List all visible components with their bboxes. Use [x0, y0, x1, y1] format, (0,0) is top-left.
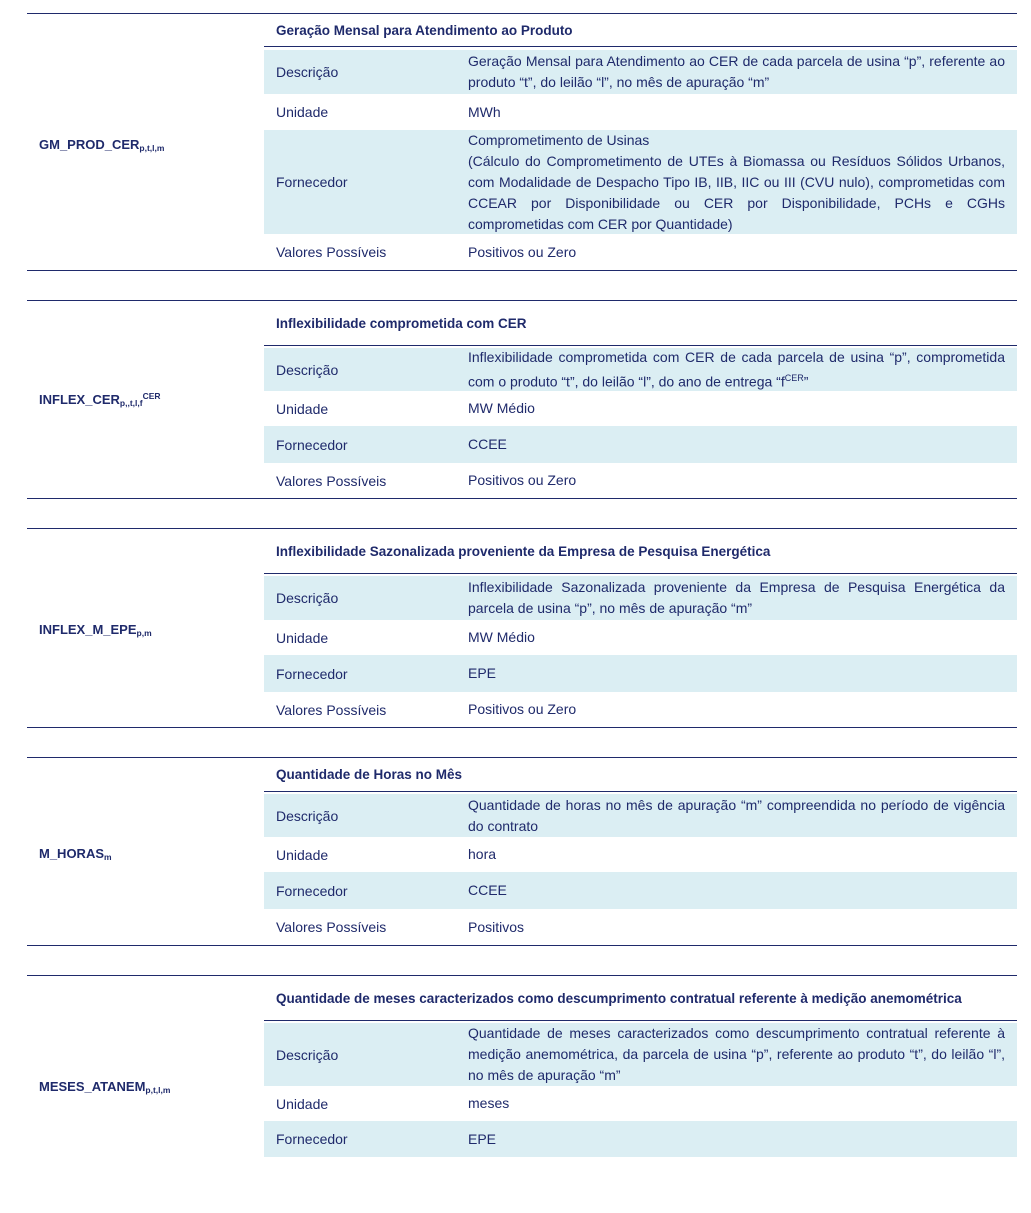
- row-label: Valores Possíveis: [276, 919, 387, 935]
- row-value: CCEE: [468, 882, 507, 898]
- row-valores-possiveis: [264, 909, 1017, 945]
- row-label: Unidade: [276, 846, 329, 863]
- row-label: Valores Possíveis: [276, 472, 387, 489]
- row-label: Valores Possíveis: [276, 244, 387, 260]
- row-value: Inflexibilidade Sazonalizada proveniente da Empresa de Pesquisa Energética da parcela de usina “p”, no mês de apuração “m”: [468, 579, 1005, 616]
- row-value: MWh: [468, 103, 501, 120]
- variable-heading: Geração Mensal para Atendimento ao Produto: [264, 14, 1017, 47]
- row-value: Positivos: [468, 918, 525, 935]
- row-value: Geração Mensal para Atendimento ao CER de cada parcela de usina “p”, referente ao produto “t”, do leilão “l”, no mês de apuração “m”: [468, 53, 1005, 90]
- variable-heading: Quantidade de meses caracterizados como descumprimento contratual referente à medição anemométrica: [264, 976, 1017, 1021]
- row-value: Inflexibilidade comprometida com CER de cada parcela de usina “p”, comprometida com o produto “t”, do leilão “l”, do ano de entrega “$f^{CER}$”: [468, 348, 1005, 390]
- row-descricao: [264, 348, 1017, 391]
- row-value: meses: [468, 1095, 510, 1111]
- row-value: Positivos ou Zero: [468, 472, 577, 488]
- row-value: EPE: [468, 665, 497, 681]
- row-label: Fornecedor: [276, 665, 348, 682]
- row-fornecedor: [264, 426, 1017, 463]
- row-value: MW Médio: [468, 629, 535, 645]
- row-descricao: [264, 576, 1017, 620]
- row-unidade: [264, 94, 1017, 130]
- row-descricao: [264, 50, 1017, 94]
- row-fornecedor: [264, 130, 1017, 234]
- row-unidade: [264, 620, 1017, 655]
- variable-heading: Inflexibilidade comprometida com CER: [264, 301, 1017, 346]
- row-label: Fornecedor: [276, 882, 348, 899]
- variable-name: $M\_HORAS_m$: [39, 846, 112, 862]
- row-descricao: [264, 794, 1017, 837]
- row-value: Positivos ou Zero: [468, 701, 577, 717]
- variable-block-meses-atanem: [27, 975, 1017, 1156]
- row-label: Fornecedor: [276, 174, 348, 190]
- row-fornecedor: [264, 1121, 1017, 1157]
- row-fornecedor: [264, 872, 1017, 909]
- row-valores-possiveis: [264, 234, 1017, 270]
- row-value: EPE: [468, 1130, 497, 1147]
- row-label: Valores Possíveis: [276, 701, 387, 718]
- row-descricao: [264, 1023, 1017, 1086]
- row-value: hora: [468, 846, 497, 862]
- row-label: Fornecedor: [276, 1131, 348, 1147]
- row-value: Comprometimento de Usinas (Cálculo do Comprometimento de UTEs à Biomassa ou Resíduos Sólidos Urbanos, com Modalidade de Despacho Tipo IB, IIB, IIC ou III (CVU nulo), comprometidas com CCEAR por Disponibilidade ou CER por Disponibilidade, PCHs e CGHs comprometidas com CER por Quantidade): [468, 131, 1005, 232]
- row-value: CCEE: [468, 436, 507, 452]
- row-label: Unidade: [276, 629, 329, 646]
- row-unidade: [264, 391, 1017, 426]
- row-value: Quantidade de meses caracterizados como descumprimento contratual referente à medição anemométrica, da parcela de usina “p”, referente ao produto “t”, do leilão “l”, no mês de apuração “m”: [468, 1025, 1005, 1083]
- row-label: Descrição: [276, 590, 339, 606]
- row-label: Descrição: [276, 1046, 339, 1063]
- variable-heading: Quantidade de Horas no Mês: [264, 758, 1017, 792]
- variable-name: $MESES\_ATANEM_{p,t,l,m}$: [39, 1079, 171, 1095]
- row-label: Descrição: [276, 807, 339, 824]
- row-label: Unidade: [276, 400, 329, 417]
- row-unidade: [264, 1086, 1017, 1121]
- row-valores-possiveis: [264, 463, 1017, 498]
- row-label: Fornecedor: [276, 436, 348, 453]
- variable-block-inflex-m-epe: [27, 528, 1017, 728]
- row-label: Descrição: [276, 361, 339, 378]
- row-label: Descrição: [276, 64, 339, 80]
- row-value: Quantidade de horas no mês de apuração “m” compreendida no período de vigência do contrato: [468, 796, 1005, 834]
- row-valores-possiveis: [264, 692, 1017, 727]
- variable-block-m-horas: [27, 757, 1017, 946]
- row-unidade: [264, 837, 1017, 872]
- row-value: MW Médio: [468, 400, 535, 416]
- row-label: Unidade: [276, 104, 329, 120]
- variable-name: $INFLEX\_M\_EPE_{p,m}$: [39, 622, 152, 638]
- variable-block-gm-prod-cer: [27, 13, 1017, 271]
- variable-block-inflex-cer: [27, 300, 1017, 499]
- variable-name: $INFLEX\_CER_{p,,t,l,f}^{CER}$: [39, 391, 161, 408]
- row-value: Positivos ou Zero: [468, 243, 577, 260]
- row-fornecedor: [264, 655, 1017, 692]
- variable-name: $GM\_PROD\_CER_{p,t,l,m}$: [39, 137, 165, 153]
- row-label: Unidade: [276, 1095, 329, 1112]
- variable-heading: Inflexibilidade Sazonalizada proveniente da Empresa de Pesquisa Energética: [264, 529, 1017, 574]
